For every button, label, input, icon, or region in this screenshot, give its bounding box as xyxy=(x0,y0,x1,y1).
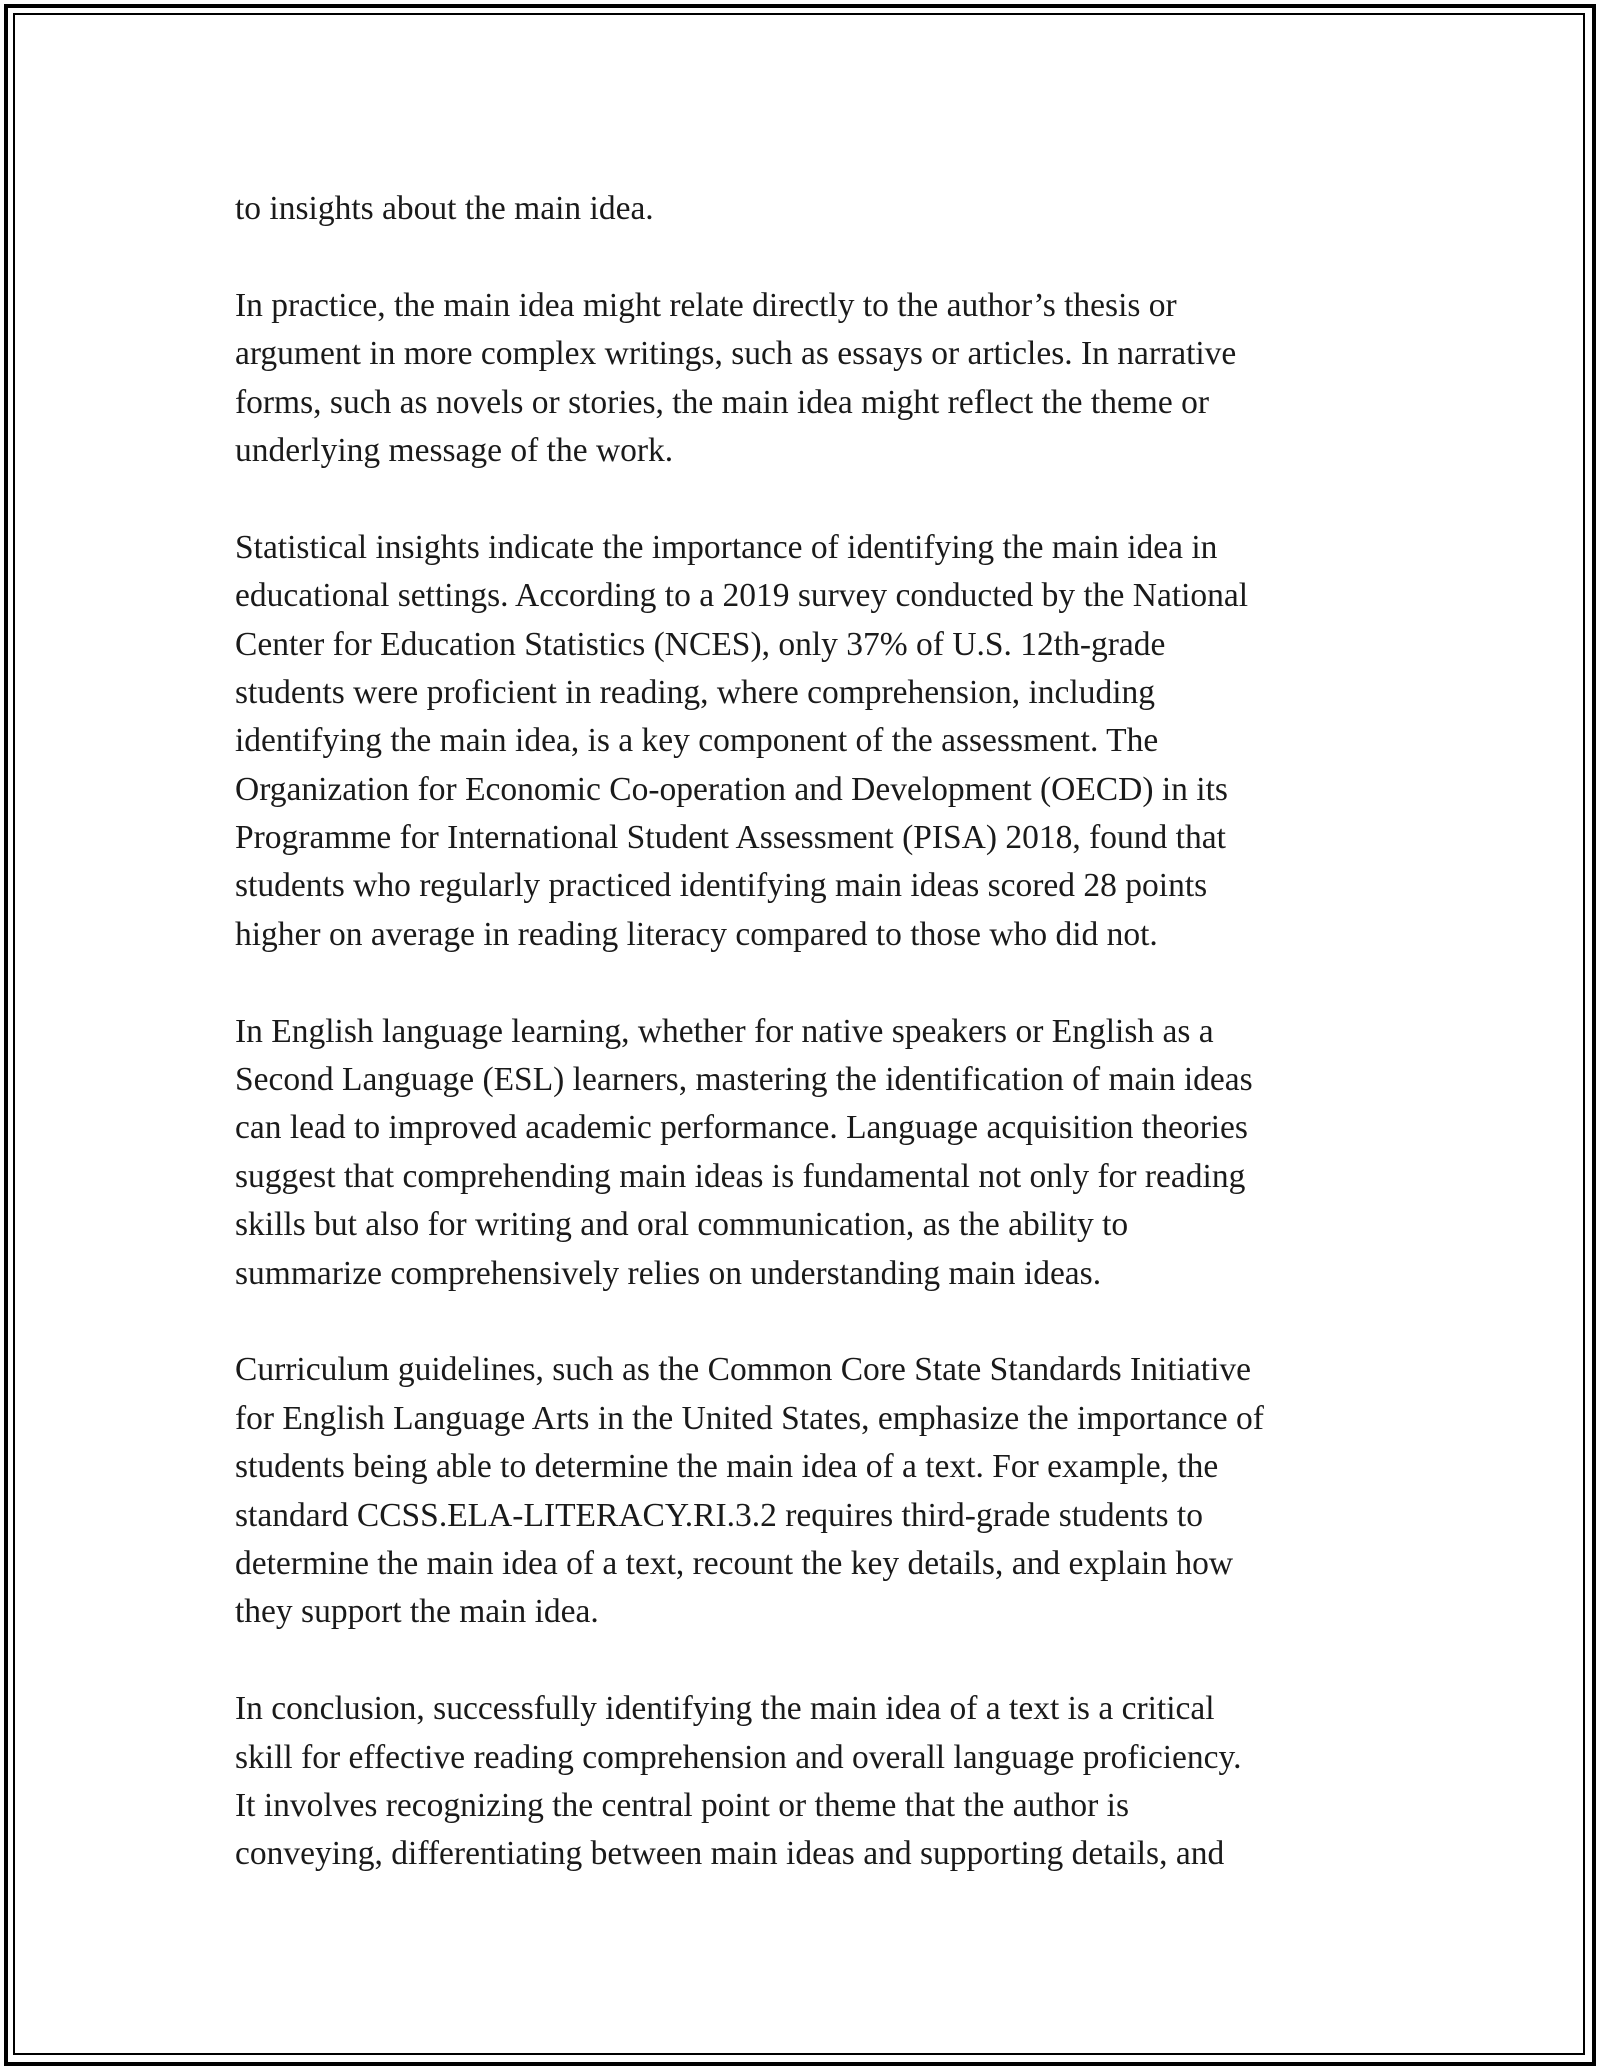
paragraph-statistics xyxy=(235,524,1385,960)
text-line: suggest that comprehending main ideas is fundamental not only for reading xyxy=(235,1157,1246,1195)
text-line: to insights about the main idea. xyxy=(235,190,654,227)
text-line: for English Language Arts in the United States, emphasize the importance of xyxy=(235,1399,1264,1437)
text-line: Statistical insights indicate the importance of identifying the main idea in xyxy=(235,528,1218,566)
text-line: they support the main idea. xyxy=(235,1593,599,1631)
text-line: underlying message of the work. xyxy=(235,431,674,469)
paragraph-language-learning xyxy=(235,1008,1385,1298)
text-line: forms, such as novels or stories, the main idea might reflect the theme or xyxy=(235,383,1210,421)
text-line: Center for Education Statistics (NCES), only 37% of U.S. 12th-grade xyxy=(235,625,1166,663)
paragraph-curriculum xyxy=(235,1346,1385,1636)
paragraph-conclusion xyxy=(235,1685,1385,1879)
paragraph-intro-continuation xyxy=(235,185,1385,233)
text-line: In English language learning, whether for native speakers or English as a xyxy=(235,1012,1214,1050)
text-line: skill for effective reading comprehension and overall language proficiency. xyxy=(235,1738,1242,1776)
text-line: educational settings. According to a 2019 survey conducted by the National xyxy=(235,577,1249,615)
paragraph-practice xyxy=(235,282,1385,476)
text-line: identifying the main idea, is a key component of the assessment. The xyxy=(235,722,1159,760)
text-line: In practice, the main idea might relate directly to the author’s thesis or xyxy=(235,286,1177,324)
text-line: students being able to determine the main idea of a text. For example, the xyxy=(235,1448,1219,1486)
text-line: Organization for Economic Co-operation and Development (OECD) in its xyxy=(235,770,1228,808)
text-line: standard CCSS.ELA-LITERACY.RI.3.2 requires third-grade students to xyxy=(235,1496,1203,1534)
text-line: students who regularly practiced identifying main ideas scored 28 points xyxy=(235,867,1208,905)
text-line: conveying, differentiating between main ideas and supporting details, and xyxy=(235,1835,1225,1873)
text-line: determine the main idea of a text, recount the key details, and explain how xyxy=(235,1544,1234,1582)
text-line: It involves recognizing the central point or theme that the author is xyxy=(235,1786,1129,1824)
text-line: students were proficient in reading, where comprehension, including xyxy=(235,673,1156,711)
text-line: can lead to improved academic performance. Language acquisition theories xyxy=(235,1109,1248,1147)
text-line: argument in more complex writings, such as essays or articles. In narrative xyxy=(235,335,1237,373)
text-line: In conclusion, successfully identifying the main idea of a text is a critical xyxy=(235,1690,1215,1728)
text-line: Second Language (ESL) learners, mastering the identification of main ideas xyxy=(235,1061,1253,1099)
text-line: Programme for International Student Assessment (PISA) 2018, found that xyxy=(235,819,1226,857)
document-body xyxy=(235,185,1385,1927)
text-line: higher on average in reading literacy compared to those who did not. xyxy=(235,915,1158,953)
text-line: skills but also for writing and oral communication, as the ability to xyxy=(235,1206,1129,1244)
text-line: Curriculum guidelines, such as the Common Core State Standards Initiative xyxy=(235,1351,1251,1389)
text-line: summarize comprehensively relies on understanding main ideas. xyxy=(235,1254,1102,1292)
